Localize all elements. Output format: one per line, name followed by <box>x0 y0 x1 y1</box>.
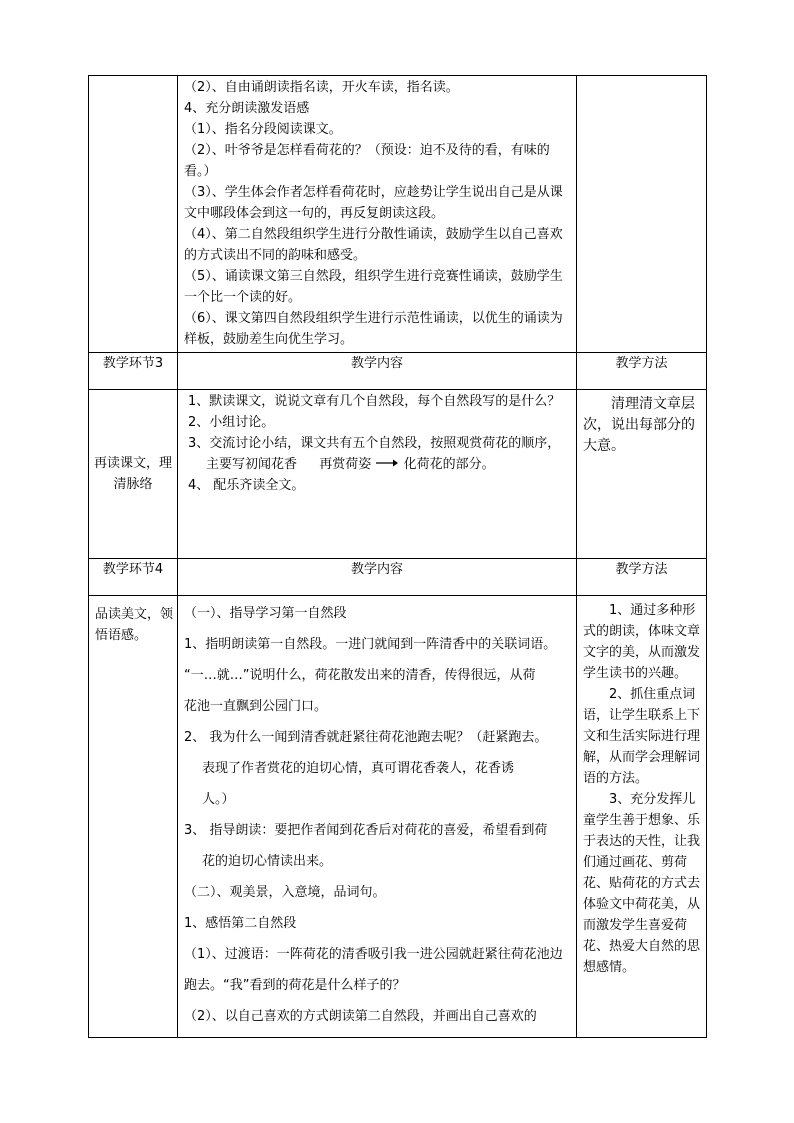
section4-line: 3、 指导朗读：要把作者闻到花香后对荷花的喜爱，希望看到荷 <box>184 823 548 838</box>
section2-content-cell <box>178 76 577 353</box>
section2-method-cell <box>577 76 707 353</box>
section2-line: （5）、诵读课文第三自然段，组织学生进行竞赛性诵读，鼓励学生一个比一个读的好。 <box>184 269 563 305</box>
flow-step-2: 再赏荷姿 <box>319 457 372 472</box>
section4-line: “一…就…”说明什么，荷花散发出来的清香，传得很远，从荷 <box>184 668 536 683</box>
section4-line: 表现了作者赏花的迫切心情，真可谓花香袭人，花香诱 <box>202 761 515 776</box>
section4-method-header: 教学方法 <box>577 559 707 596</box>
section3-content-header: 教学内容 <box>178 353 577 390</box>
section2-step-cell <box>89 76 178 353</box>
section4-line: 1、感悟第二自然段 <box>184 916 297 931</box>
section3-item: 2、小组讨论。 <box>188 415 275 430</box>
section3-step-header: 教学环节3 <box>89 353 178 390</box>
section3-item: 4、 配乐齐读全文。 <box>188 478 305 493</box>
section2-line: （3）、学生体会作者怎样看荷花时，应趁势让学生说出自己是从课文中哪段体会到这一句的，再反复朗读这段。 <box>184 185 563 221</box>
section2-line: 4、充分朗读激发语感 <box>184 101 310 116</box>
section4-line: （二）、观美景，入意境，品词句。 <box>184 885 386 900</box>
section3-flow <box>188 454 571 475</box>
section4-step-header: 教学环节4 <box>89 559 178 596</box>
section4-line: （1）、过渡语：一阵荷花的清香吸引我一进公园就赶紧往荷花池边跑去。“我”看到的荷花是什么样子的？ <box>184 947 563 993</box>
section2-line: （2）、叶爷爷是怎样看荷花的？（预设：迫不及待的看，有味的看。） <box>184 143 550 179</box>
section3-item: 1、默读课文，说说文章有几个自然段，每个自然段写的是什么？ <box>188 394 561 409</box>
section4-content-header: 教学内容 <box>178 559 577 596</box>
section4-content-cell <box>178 596 577 1038</box>
lesson-plan-table <box>88 75 707 1038</box>
section4-method-3: 3、充分发挥儿童学生善于想象、乐于表达的天性，让我们通过画花、剪荷花、贴荷花的方式去体验文中荷花美，从而激发学生喜爱荷花、热爱大自然的思想感情。 <box>583 792 701 975</box>
section4-line: （2）、以自己喜欢的方式朗读第二自然段，并画出自己喜欢的 <box>184 1009 537 1024</box>
section2-row <box>89 76 707 353</box>
section4-method-1: 1、通过多种形式的朗读，体味文章文字的美，从而激发学生读书的兴趣。 <box>583 603 701 681</box>
section4-line: （一）、指导学习第一自然段 <box>184 606 347 621</box>
section2-line: （6）、课文第四自然段组织学生进行示范性诵读，以优生的诵读为样板，鼓励差生向优生学习。 <box>184 311 563 347</box>
section4-method-cell <box>577 596 707 1038</box>
section3-method-header: 教学方法 <box>577 353 707 390</box>
section2-line: （2）、自由诵朗读指名读，开火车读，指名读。 <box>184 80 459 95</box>
section3-row <box>89 390 707 559</box>
section3-method-text: 清理清文章层次，说出每部分的大意。 <box>583 396 695 454</box>
section4-line: 1、指明朗读第一自然段。一进门就闻到一阵清香中的关联词语。 <box>184 637 557 652</box>
section4-header-row <box>89 559 707 596</box>
section4-line: 人。） <box>202 792 235 807</box>
section4-line: 花池一直飘到公园门口。 <box>184 699 328 714</box>
section3-content-cell <box>178 390 577 559</box>
section3-item: 3、交流讨论小结，课文共有五个自然段，按照观赏荷花的顺序， <box>188 436 561 451</box>
section4-row <box>89 596 707 1038</box>
section3-method-cell <box>577 390 707 559</box>
section4-line: 花的迫切心情读出来。 <box>202 854 333 869</box>
section4-line: 2、 我为什么一闻到清香就赶紧往荷花池跑去呢？（赶紧跑去。 <box>184 730 548 745</box>
section2-line: （1）、指名分段阅读课文。 <box>184 122 342 137</box>
section4-title: 品读美文，领悟语感。 <box>89 596 178 1038</box>
lesson-plan-page <box>88 75 706 1038</box>
arrow-right-icon <box>375 454 399 475</box>
section3-title: 再读课文，理清脉络 <box>89 390 178 559</box>
flow-step-1: 主要写初闻花香 <box>206 457 298 472</box>
section4-method-2: 2、抓住重点词语，让学生联系上下文和生活实际进行理解，从而学会理解词语的方法。 <box>583 687 701 786</box>
section2-line: （4）、第二自然段组织学生进行分散性诵读，鼓励学生以自己喜欢的方式读出不同的韵味和感受。 <box>184 227 563 263</box>
flow-step-3: 化荷花的部分。 <box>403 457 495 472</box>
section3-header-row <box>89 353 707 390</box>
